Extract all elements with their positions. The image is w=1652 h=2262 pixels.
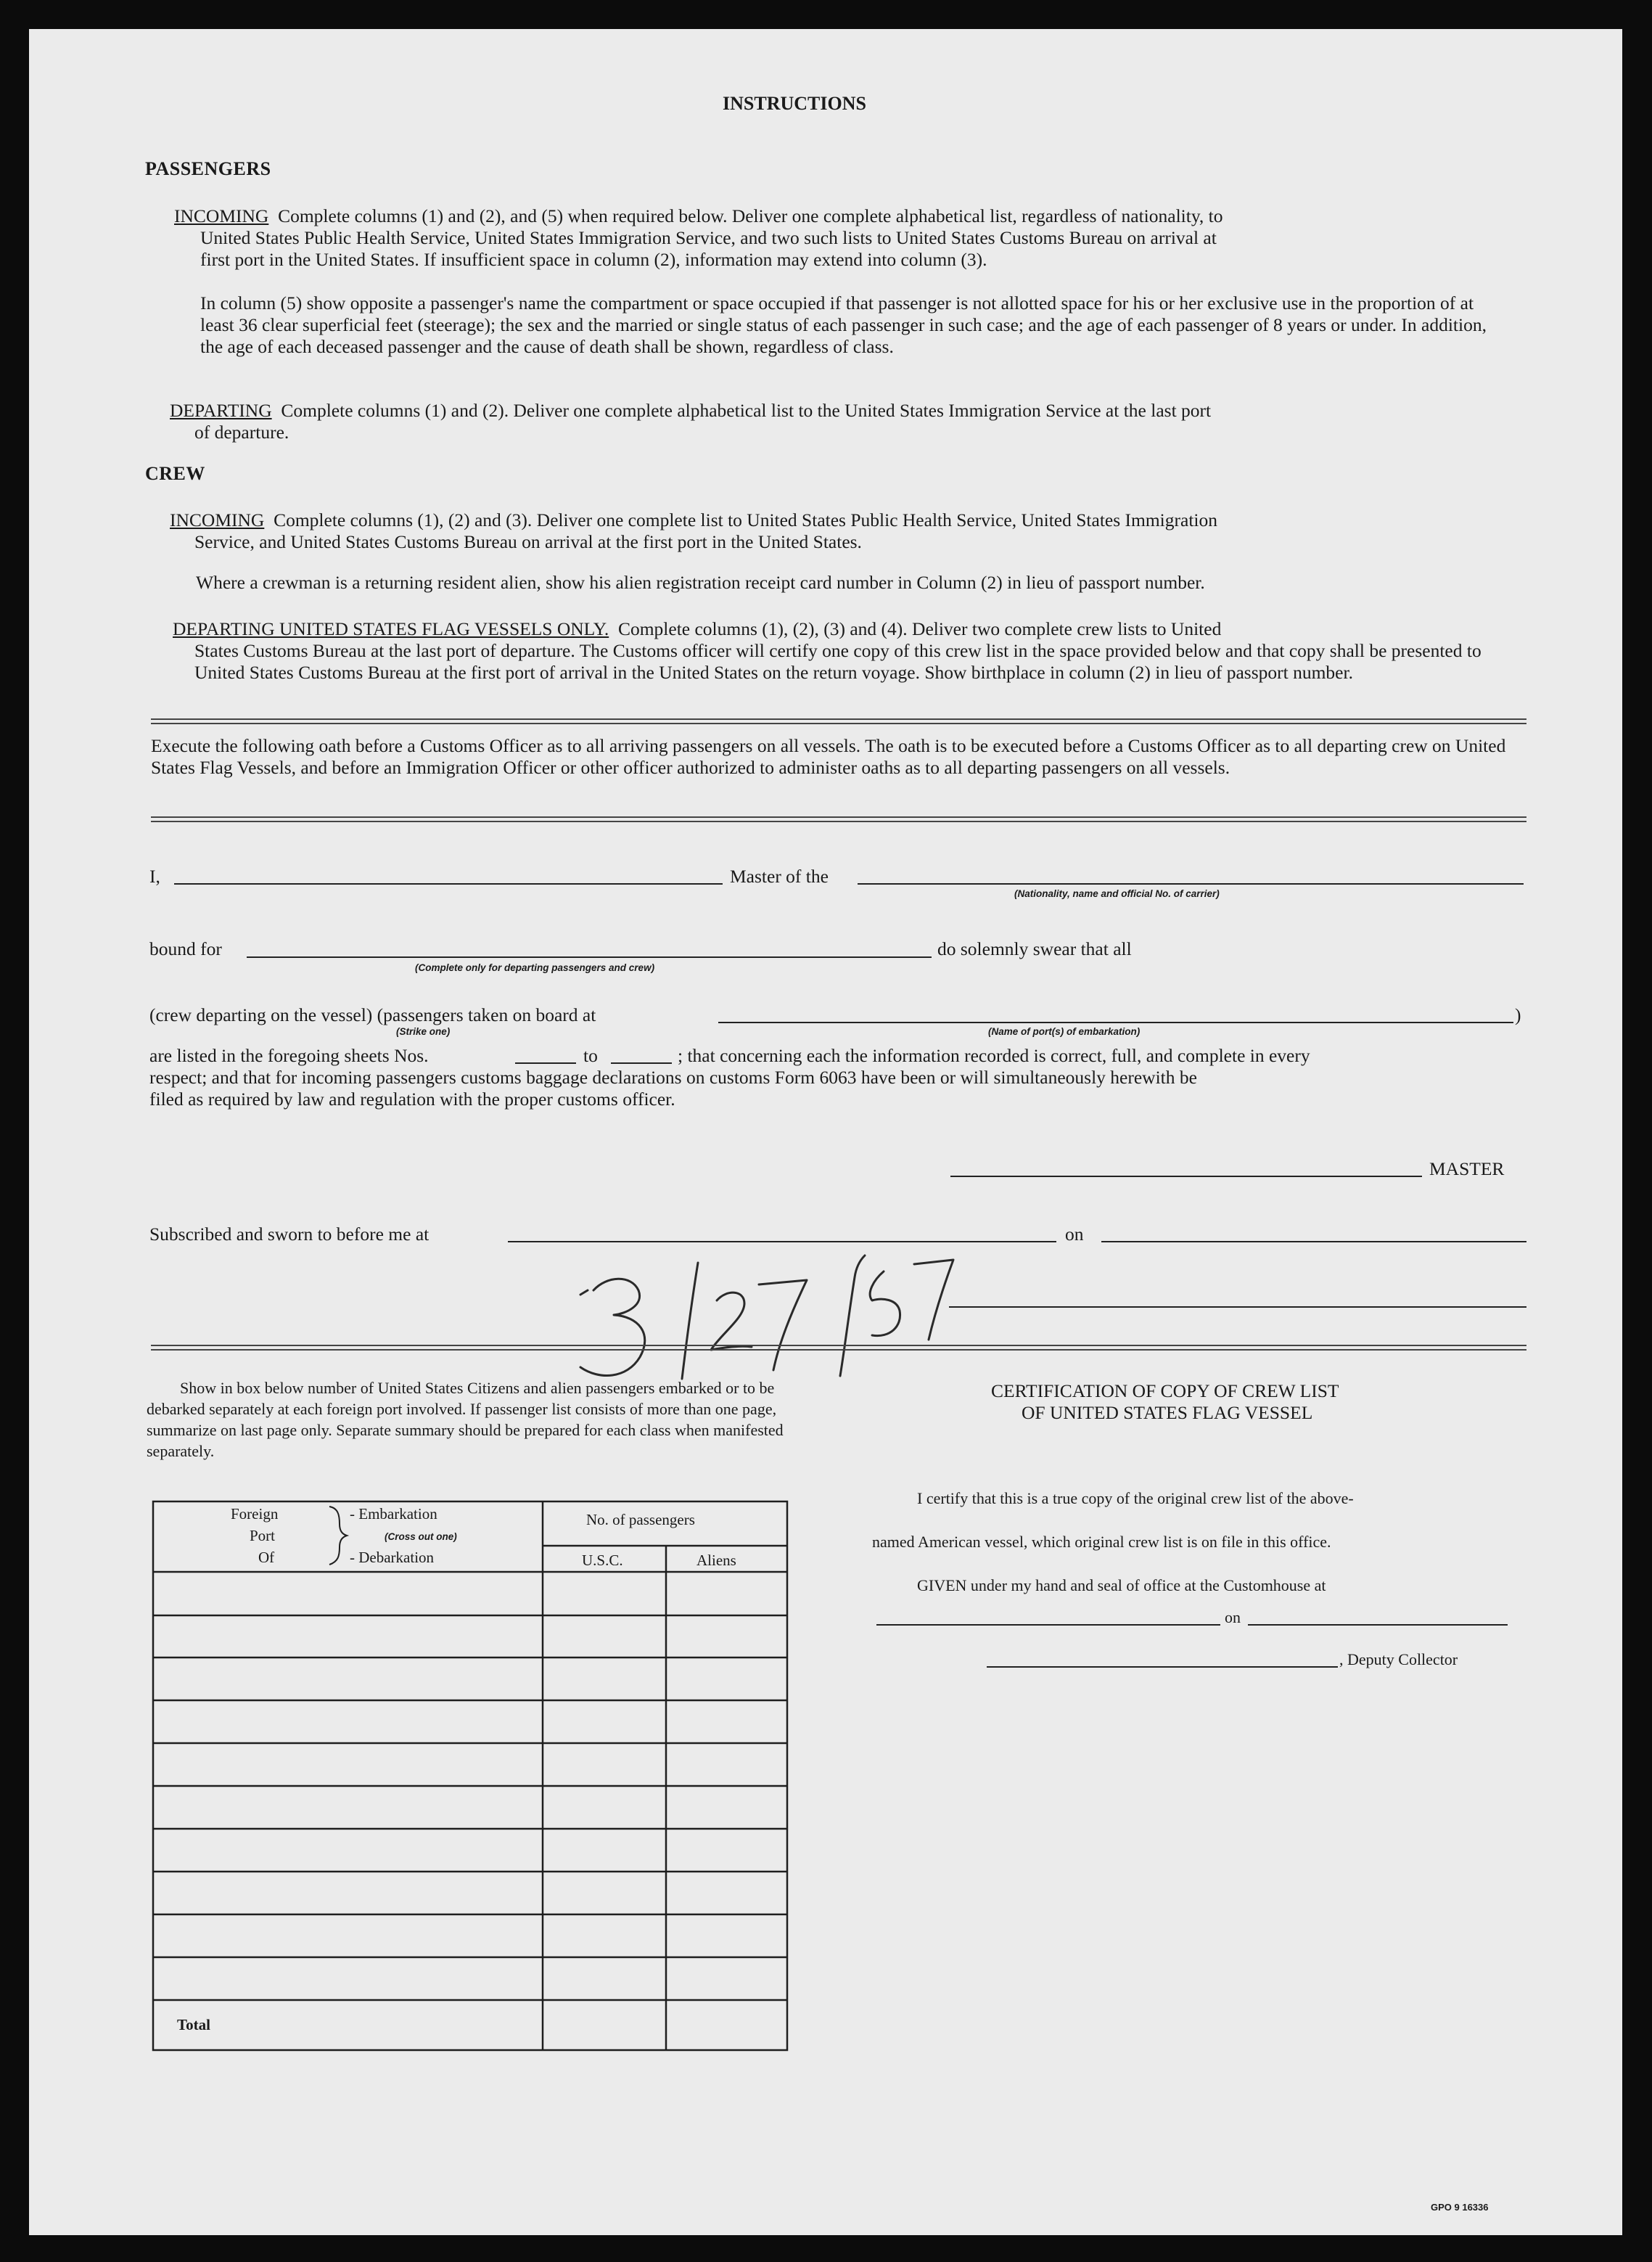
passenger-summary-table [152, 1501, 788, 2051]
close-paren: ) [1515, 1004, 1521, 1025]
passengers-incoming-text: Complete columns (1) and (2), and (5) when required below. Deliver one complete alphabetical list, regardless of nationality, to [278, 205, 1223, 226]
passengers-incoming-line3: first port in the United States. If insufficient space in column (2), information may extend into column (3). [200, 249, 987, 270]
passengers-departing-label: DEPARTING [170, 400, 272, 421]
crew-incoming-text: Complete columns (1), (2) and (3). Deliver one complete list to United States Public Health Service, United States Immigration [274, 509, 1217, 530]
passengers-departing-text: Complete columns (1) and (2). Deliver one complete alphabetical list to the United States Immigration Service at the last port [281, 400, 1212, 421]
master-signature-field[interactable] [950, 1176, 1422, 1177]
bound-for-field[interactable] [247, 956, 932, 958]
certification-title-1: CERTIFICATION OF COPY OF CREW LIST [991, 1380, 1339, 1401]
deputy-collector-signature-field[interactable] [987, 1666, 1338, 1668]
passengers-departing-line1 [170, 400, 1211, 422]
certification-line2: named American vessel, which original crew list is on file in this office. [872, 1533, 1331, 1551]
sworn-on-label: on [1065, 1224, 1084, 1245]
listed-prefix: are listed in the foregoing sheets Nos. [149, 1045, 429, 1066]
total-label: Total [177, 2016, 210, 2033]
carrier-field[interactable] [858, 883, 1524, 885]
embarkation-header: - Embarkation [350, 1505, 437, 1523]
divider [151, 1345, 1526, 1351]
crew-departing-text: Complete columns (1), (2), (3) and (4). Deliver two complete crew lists to United [617, 618, 1222, 639]
to-label: to [583, 1045, 598, 1066]
certification-line1: I certify that this is a true copy of the original crew list of the above- [917, 1489, 1354, 1507]
oath-line3: filed as required by law and regulation with the proper customs officer. [149, 1089, 675, 1110]
no-of-passengers-header: No. of passengers [586, 1511, 695, 1528]
crew-heading: CREW [145, 463, 205, 484]
cross-out-caption: (Cross out one) [385, 1531, 457, 1542]
sheet-to-field[interactable] [611, 1062, 672, 1064]
deputy-collector-label: , Deputy Collector [1339, 1650, 1458, 1668]
oath-instruction: Execute the following oath before a Customs Officer as to all arriving passengers on all vessels. The oath is to be executed before a Customs Officer as to all departing crew on United States Flag Vessels, and before an Immigration Officer or other officer authorized to administer oaths as to all departing passengers on all vessels. [151, 735, 1506, 778]
handwritten-date-3-27-57 [537, 1205, 972, 1393]
master-name-field[interactable] [174, 883, 723, 885]
passengers-incoming-label: INCOMING [174, 205, 269, 226]
listed-suffix: ; that concerning each the information recorded is correct, full, and complete in every [678, 1045, 1310, 1066]
crew-resident-alien-text: Where a crewman is a returning resident alien, show his alien registration receipt card number in Column (2) in lieu of passport number. [196, 572, 1205, 593]
master-of-label: Master of the [730, 866, 829, 887]
aliens-header: Aliens [696, 1552, 736, 1569]
passengers-col5-instruction: In column (5) show opposite a passenger's name the compartment or space occupied if that passenger is not allotted space for his or her exclusive use in the proportion of at least 36 clear superficial feet (steerage); the sex and the married or single status of each passenger in such case; and the age of each passenger of 8 years or under. In addition, the age of each deceased passenger and the cause of death shall be shown, regardless of class. [200, 292, 1487, 357]
certification-on-label: on [1225, 1608, 1241, 1626]
oath-line2: respect; and that for incoming passengers customs baggage declarations on customs Form 6063 have been or will simultaneously herewith be [149, 1067, 1197, 1088]
passengers-incoming-line2: United States Public Health Service, United States Immigration Service, and two such lists to United States Customs Bureau on arrival at [200, 227, 1217, 248]
oath-i-label: I, [149, 866, 160, 887]
passengers-heading: PASSENGERS [145, 158, 271, 179]
certification-date-field[interactable] [1248, 1624, 1508, 1626]
port-caption: (Name of port(s) of embarkation) [988, 1026, 1141, 1037]
embarkation-port-field[interactable] [718, 1022, 1513, 1023]
divider [151, 718, 1526, 724]
table-grid [152, 1501, 788, 2051]
sworn-date-field[interactable] [1101, 1241, 1526, 1242]
crew-departing-label: DEPARTING UNITED STATES FLAG VESSELS ONLY. [173, 618, 609, 639]
summary-instruction: Show in box below number of United States Citizens and alien passengers embarked or to be debarked separately at each foreign port involved. If passenger list consists of more than one page, summarize on last page only. Separate summary should be prepared for each class when manifested separately. [147, 1379, 784, 1460]
swear-text: do solemnly swear that all [937, 938, 1132, 959]
passengers-departing-line2: of departure. [194, 422, 289, 443]
crew-incoming-label: INCOMING [170, 509, 265, 530]
crew-passengers-strike-text: (crew departing on the vessel) (passengers taken on board at [149, 1004, 596, 1025]
gpo-code: GPO 9 16336 [1431, 2202, 1489, 2213]
master-label: MASTER [1429, 1158, 1505, 1179]
strike-caption: (Strike one) [396, 1026, 451, 1037]
foreign-header: Foreign [231, 1505, 279, 1523]
document-page [29, 29, 1622, 2235]
sheet-from-field[interactable] [515, 1062, 576, 1064]
customhouse-place-field[interactable] [876, 1624, 1220, 1626]
bound-for-label: bound for [149, 938, 222, 959]
port-header: Port [250, 1527, 276, 1544]
crew-incoming-line2: Service, and United States Customs Bureau on arrival at the first port in the United States. [194, 531, 862, 552]
certification-line3: GIVEN under my hand and seal of office at the Customhouse at [917, 1576, 1326, 1594]
crew-departing-line1 [173, 618, 1221, 640]
crew-incoming-line1 [170, 509, 1217, 531]
divider [151, 816, 1526, 822]
carrier-caption: (Nationality, name and official No. of carrier) [1014, 888, 1220, 899]
certification-title-2: OF UNITED STATES FLAG VESSEL [1022, 1402, 1313, 1423]
officer-signature-field[interactable] [949, 1306, 1526, 1308]
passengers-incoming-line1 [174, 205, 1223, 227]
debarkation-header: - Debarkation [350, 1549, 435, 1566]
crew-departing-rest: States Customs Bureau at the last port of departure. The Customs officer will certify one copy of this crew list in the space provided below and that copy shall be presented to United States Customs Bureau at the first port of arrival in the United States on the return voyage. Show birthplace in column (2) in lieu of passport number. [194, 640, 1482, 683]
usc-header: U.S.C. [582, 1552, 623, 1569]
page-title: INSTRUCTIONS [723, 93, 866, 114]
of-header: Of [258, 1549, 275, 1566]
bound-caption: (Complete only for departing passengers and crew) [415, 962, 655, 973]
subscribed-label: Subscribed and sworn to before me at [149, 1224, 430, 1245]
